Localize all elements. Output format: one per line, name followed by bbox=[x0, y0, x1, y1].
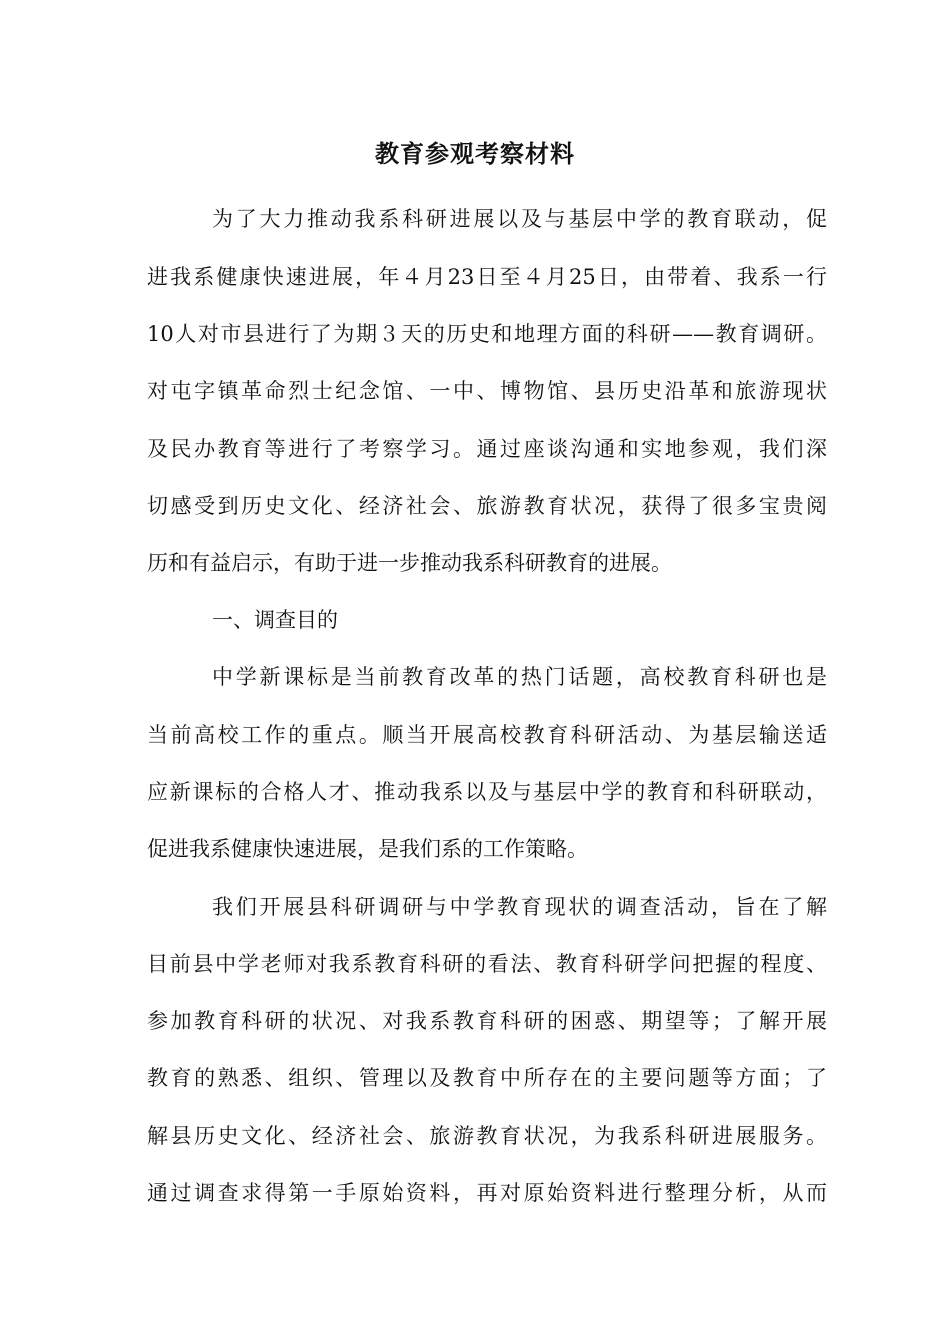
paragraph-line: 解县历史文化、经济社会、旅游教育状况，为我系科研进展服务。 bbox=[147, 1124, 827, 1148]
paragraph-line: 目前县中学老师对我系教育科研的看法、教育科研学问把握的程度、 bbox=[147, 952, 827, 976]
paragraph-line: 进我系健康快速进展，年４月23日至４月25日，由带着、我系一行 bbox=[147, 265, 827, 289]
document-title: 教育参观考察材料 bbox=[375, 139, 575, 168]
paragraph-line: 及民办教育等进行了考察学习。通过座谈沟通和实地参观，我们深 bbox=[147, 437, 827, 461]
paragraph-line: 为了大力推动我系科研进展以及与基层中学的教育联动，促 bbox=[212, 207, 827, 231]
paragraph-line: 切感受到历史文化、经济社会、旅游教育状况，获得了很多宝贵阅 bbox=[147, 494, 827, 518]
paragraph-line: 通过调查求得第一手原始资料，再对原始资料进行整理分析，从而 bbox=[147, 1181, 827, 1205]
paragraph-line: 历和有益启示，有助于进一步推动我系科研教育的进展。 bbox=[147, 551, 672, 575]
paragraph-line: 教育的熟悉、组织、管理以及教育中所存在的主要问题等方面；了 bbox=[147, 1066, 827, 1090]
paragraph-line: 中学新课标是当前教育改革的热门话题，高校教育科研也是 bbox=[212, 665, 827, 689]
paragraph-line: 我们开展县科研调研与中学教育现状的调查活动，旨在了解 bbox=[212, 895, 827, 919]
section-heading: 一、调查目的 bbox=[212, 608, 338, 632]
paragraph-line: 对屯字镇革命烈士纪念馆、一中、博物馆、县历史沿革和旅游现状 bbox=[147, 379, 827, 403]
paragraph-line: 应新课标的合格人才、推动我系以及与基层中学的教育和科研联动， bbox=[147, 780, 827, 804]
paragraph-line: 促进我系健康快速进展，是我们系的工作策略。 bbox=[147, 837, 588, 861]
paragraph-line: 10人对市县进行了为期３天的历史和地理方面的科研——教育调研。 bbox=[147, 322, 827, 346]
paragraph-line: 参加教育科研的状况、对我系教育科研的困惑、期望等；了解开展 bbox=[147, 1009, 827, 1033]
paragraph-line: 当前高校工作的重点。顺当开展高校教育科研活动、为基层输送适 bbox=[147, 723, 827, 747]
